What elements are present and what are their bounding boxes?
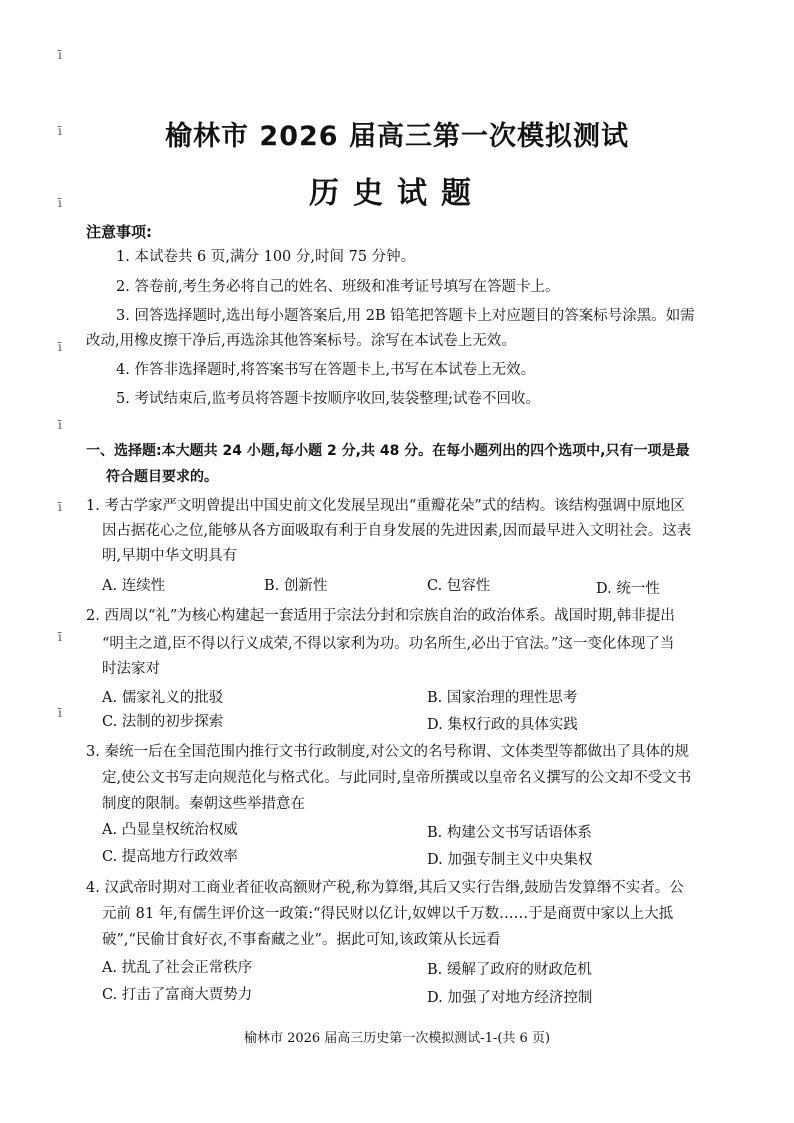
section-heading-cont: 符合题目要求的。 — [106, 469, 218, 485]
question-1-text: 明,早期中华文明具有 — [102, 548, 238, 564]
margin-mark: ī — [58, 340, 62, 354]
question-4-text: 破”,“民偷甘食好衣,不事畜藏之业”。据此可知,该政策从长远看 — [102, 932, 501, 948]
question-3-option-b: B. 构建公文书写话语体系 — [427, 825, 592, 841]
question-2-option-c: C. 法制的初步探索 — [102, 714, 224, 730]
question-3-option-a: A. 凸显皇权统治权威 — [102, 822, 238, 838]
notice-item: 2. 答卷前,考生务必将自己的姓名、班级和准考证号填写在答题卡上。 — [116, 279, 560, 295]
question-2-option-d: D. 集权行政的具体实践 — [427, 717, 578, 733]
page-footer: 榆林市 2026 届高三历史第一次模拟测试-1-(共 6 页) — [243, 1031, 551, 1046]
question-1-option-b: B. 创新性 — [264, 578, 328, 594]
question-1-option-d: D. 统一性 — [596, 581, 660, 597]
margin-mark: ī — [58, 630, 62, 644]
margin-mark: ī — [58, 500, 62, 514]
subject-title: 历史试题 — [309, 176, 485, 211]
question-3-text: 定,使公文书写走向规范化与格式化。与此同时,皇帝所撰或以皇帝名义撰写的公文却不受文书 — [102, 770, 692, 786]
question-1-text: 因占据花心之位,能够从各方面吸取有利于自身发展的先进因素,因而最早进入文明社会。这表 — [102, 523, 692, 539]
margin-mark: ī — [58, 196, 62, 210]
question-2-option-b: B. 国家治理的理性思考 — [427, 690, 578, 706]
notice-item: 4. 作答非选择题时,将答案书写在答题卡上,书写在本试卷上无效。 — [116, 362, 536, 378]
question-4-text: 元前 81 年,有儒生评价这一政策:“得民财以亿计,奴婢以千万数……于是商贾中家以上大抵 — [102, 906, 674, 922]
question-3-option-c: C. 提高地方行政效率 — [102, 849, 238, 865]
question-2-option-a: A. 儒家礼义的批驳 — [102, 690, 224, 706]
question-1-option-a: A. 连续性 — [102, 578, 166, 594]
question-4-option-b: B. 缓解了政府的财政危机 — [427, 962, 592, 978]
question-3-text: 3. 秦统一后在全国范围内推行文书行政制度,对公文的名号称谓、文体类型等都做出了具体的规 — [86, 744, 690, 760]
question-2-text: 时法家对 — [102, 661, 160, 677]
notice-item: 改动,用橡皮擦干净后,再选涂其他答案标号。涂写在本试卷上无效。 — [86, 333, 516, 349]
margin-mark: ī — [58, 124, 62, 138]
question-4-option-d: D. 加强了对地方经济控制 — [427, 990, 593, 1006]
notice-item: 3. 回答选择题时,选出每小题答案后,用 2B 铅笔把答题卡上对应题目的答案标号涂黑。如需 — [116, 308, 695, 324]
question-4-text: 4. 汉武帝时期对工商业者征收高额财产税,称为算缗,其后又实行告缗,鼓励告发算缗不实者。公 — [86, 880, 684, 896]
notice-heading: 注意事项: — [86, 223, 152, 241]
question-3-text: 制度的限制。秦朝这些举措意在 — [102, 796, 305, 812]
question-2-text: 2. 西周以“礼”为核心构建起一套适用于宗法分封和宗族自治的政治体系。战国时期,韩非提出 — [86, 608, 675, 624]
notice-item: 5. 考试结束后,监考员将答题卡按顺序收回,装袋整理;试卷不回收。 — [116, 391, 541, 407]
margin-mark: ī — [58, 418, 62, 432]
question-4-option-c: C. 打击了富商大贾势力 — [102, 987, 253, 1003]
question-1-text: 1. 考古学家严文明曾提出中国史前文化发展呈现出“重瓣花朵”式的结构。该结构强调中原地区 — [86, 498, 685, 514]
margin-mark: ī — [58, 48, 62, 62]
section-heading: 一、选择题:本大题共 24 小题,每小题 2 分,共 48 分。在每小题列出的四个选项中,只有一项是最 — [86, 443, 690, 459]
question-2-text: “明主之道,臣不得以行义成荣,不得以家利为功。功名所生,必出于官法。”这一变化体现了当 — [102, 636, 675, 652]
notice-item: 1. 本试卷共 6 页,满分 100 分,时间 75 分钟。 — [116, 249, 416, 265]
question-4-option-a: A. 扰乱了社会正常秩序 — [102, 960, 253, 976]
question-3-option-d: D. 加强专制主义中央集权 — [427, 852, 593, 868]
exam-title: 榆林市 2026 届高三第一次模拟测试 — [165, 121, 629, 152]
question-1-option-c: C. 包容性 — [427, 578, 491, 594]
margin-mark: ī — [58, 706, 62, 720]
